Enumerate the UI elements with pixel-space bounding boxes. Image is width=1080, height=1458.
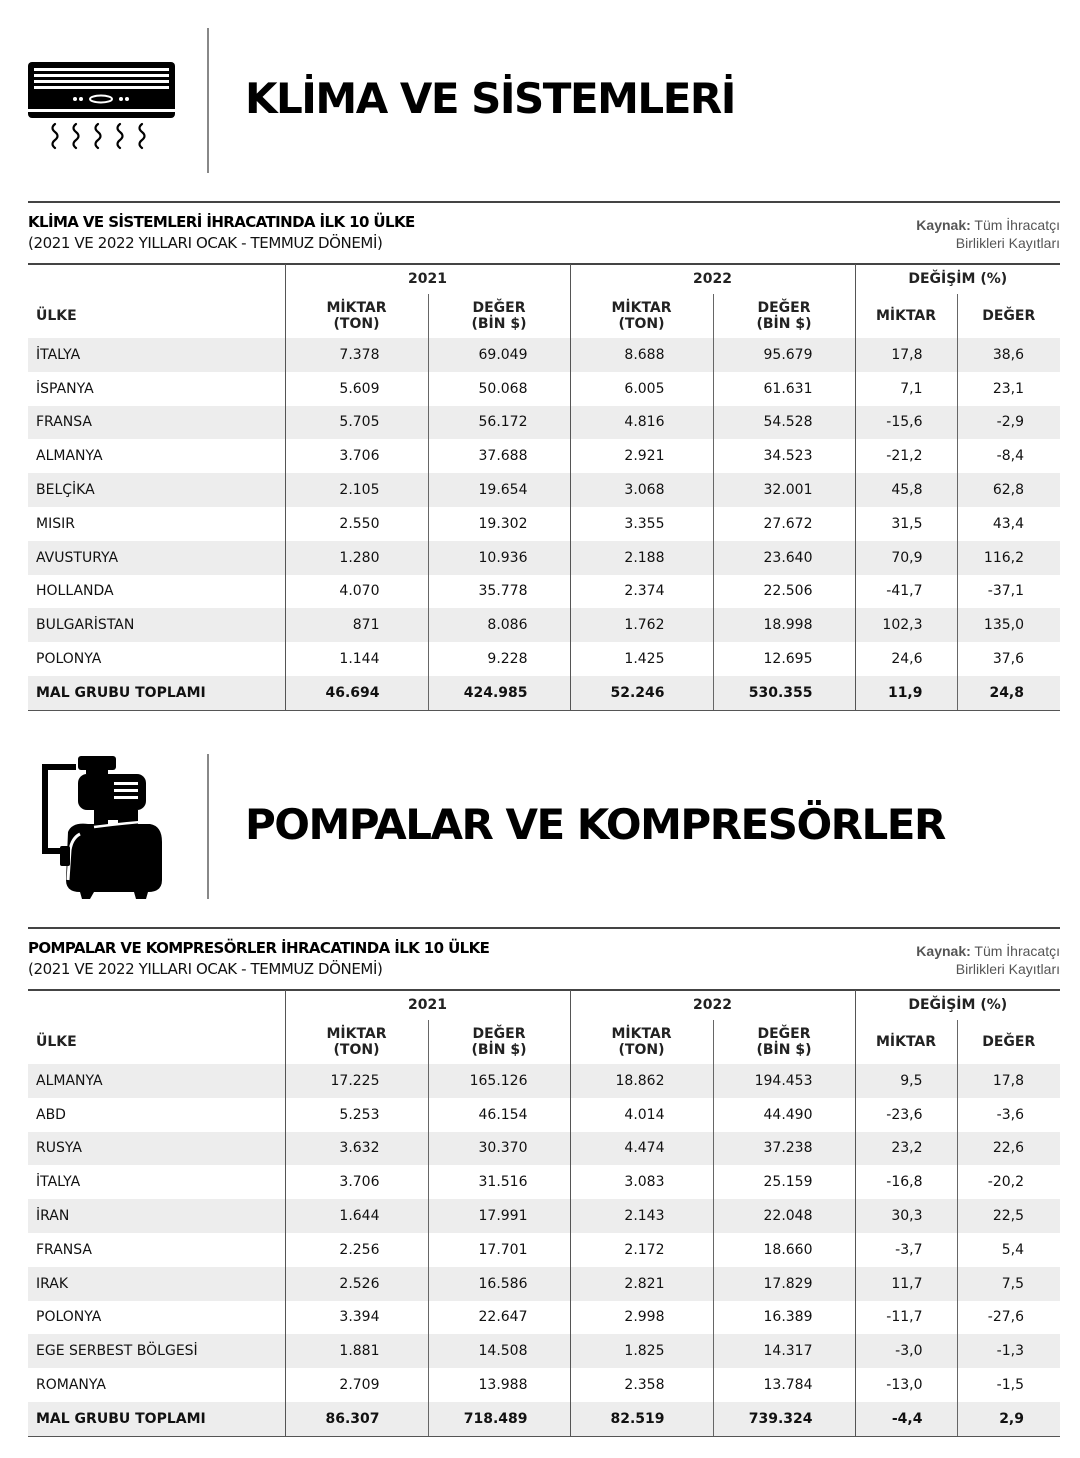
table-cell-change-miktar: 11,7 (855, 1267, 957, 1301)
col-header-year-2021: 2021 (285, 264, 570, 294)
table-cell-change-deger: -1,3 (957, 1334, 1060, 1368)
table-cell-change-miktar: 70,9 (855, 541, 957, 575)
table-cell-deger-2022: 17.829 (713, 1267, 855, 1301)
col-header-year-2021: 2021 (285, 990, 570, 1020)
source-note (916, 216, 1060, 252)
table-cell-country: İSPANYA (28, 372, 285, 406)
hero-divider (207, 754, 209, 899)
table-body (28, 1064, 1060, 1436)
table-cell-deger-2022: 194.453 (713, 1064, 855, 1098)
table-cell-country: İTALYA (28, 1165, 285, 1199)
col-header-change: DEĞİŞİM (%) (855, 264, 1060, 294)
table-cell-miktar-2022: 2.921 (570, 439, 713, 473)
source-line1: Tüm İhracatçı (974, 943, 1060, 959)
table-cell-miktar-2022: 2.998 (570, 1301, 713, 1335)
col-header-deger-bin: DEĞER (BİN $) (713, 294, 855, 338)
col-header-deger-bin: DEĞER (BİN $) (428, 294, 570, 338)
table-total-row (28, 676, 1060, 710)
table-cell-change-miktar: 102,3 (855, 608, 957, 642)
table-cell-country: AVUSTURYA (28, 541, 285, 575)
table-cell-change-miktar: -15,6 (855, 406, 957, 440)
table-row (28, 1165, 1060, 1199)
table-cell-change-miktar: 31,5 (855, 507, 957, 541)
table-row (28, 1301, 1060, 1335)
table-row (28, 1199, 1060, 1233)
table-cell-change-miktar: 24,6 (855, 642, 957, 676)
table-cell-miktar-2021: 5.609 (285, 372, 428, 406)
table-cell-change-miktar: 30,3 (855, 1199, 957, 1233)
table-cell-miktar-2021: 3.706 (285, 1165, 428, 1199)
table-cell-deger-2021: 19.302 (428, 507, 570, 541)
table-cell-deger-2022: 18.998 (713, 608, 855, 642)
table-cell-miktar-2022: 3.068 (570, 473, 713, 507)
table-cell-country: MAL GRUBU TOPLAMI (28, 676, 285, 710)
top-rule (28, 201, 1060, 203)
table-cell-miktar-2022: 2.172 (570, 1233, 713, 1267)
table-cell-miktar-2022: 2.374 (570, 575, 713, 609)
table-cell-country: IRAK (28, 1267, 285, 1301)
klima-table (28, 264, 1060, 711)
table-cell-miktar-2021: 3.394 (285, 1301, 428, 1335)
table-cell-change-deger: 37,6 (957, 642, 1060, 676)
table-cell-change-miktar: -16,8 (855, 1165, 957, 1199)
col-header-miktar-ton: MİKTAR (TON) (570, 294, 713, 338)
table-cell-country: ABD (28, 1098, 285, 1132)
col-header-change-miktar: MİKTAR (855, 1020, 957, 1064)
table-cell-deger-2021: 50.068 (428, 372, 570, 406)
table-cell-change-deger: -37,1 (957, 575, 1060, 609)
table-cell-change-deger: -1,5 (957, 1368, 1060, 1402)
table-cell-country: MISIR (28, 507, 285, 541)
table-cell-miktar-2021: 46.694 (285, 676, 428, 710)
section-heading: KLİMA VE SİSTEMLERİ (245, 74, 735, 123)
table-cell-change-miktar: -3,0 (855, 1334, 957, 1368)
table-cell-deger-2021: 16.586 (428, 1267, 570, 1301)
table-cell-deger-2022: 739.324 (713, 1402, 855, 1436)
table-cell-deger-2022: 34.523 (713, 439, 855, 473)
table-cell-miktar-2021: 1.881 (285, 1334, 428, 1368)
col-header-change-deger: DEĞER (957, 294, 1060, 338)
table-cell-miktar-2021: 2.256 (285, 1233, 428, 1267)
table-cell-miktar-2022: 6.005 (570, 372, 713, 406)
table-cell-deger-2022: 14.317 (713, 1334, 855, 1368)
table-cell-change-deger: 2,9 (957, 1402, 1060, 1436)
table-cell-deger-2022: 27.672 (713, 507, 855, 541)
table-row (28, 439, 1060, 473)
table-cell-country: RUSYA (28, 1132, 285, 1166)
top-rule (28, 927, 1060, 929)
table-cell-deger-2022: 61.631 (713, 372, 855, 406)
table-cell-change-deger: -3,6 (957, 1098, 1060, 1132)
col-header-deger-bin: DEĞER (BİN $) (713, 1020, 855, 1064)
table-cell-deger-2021: 46.154 (428, 1098, 570, 1132)
table-cell-miktar-2021: 1.644 (285, 1199, 428, 1233)
table-row (28, 541, 1060, 575)
table-cell-miktar-2022: 1.762 (570, 608, 713, 642)
table-cell-change-deger: 5,4 (957, 1233, 1060, 1267)
table-cell-deger-2022: 23.640 (713, 541, 855, 575)
table-body (28, 338, 1060, 710)
table-subtitle: (2021 VE 2022 YILLARI OCAK - TEMMUZ DÖNEMİ) (28, 960, 383, 978)
table-cell-miktar-2021: 3.632 (285, 1132, 428, 1166)
source-note (916, 942, 1060, 978)
table-cell-deger-2021: 17.991 (428, 1199, 570, 1233)
table-row (28, 507, 1060, 541)
table-cell-miktar-2022: 4.474 (570, 1132, 713, 1166)
table-cell-deger-2021: 17.701 (428, 1233, 570, 1267)
table-cell-miktar-2021: 7.378 (285, 338, 428, 372)
table-cell-deger-2022: 44.490 (713, 1098, 855, 1132)
table-cell-miktar-2022: 3.083 (570, 1165, 713, 1199)
source-line2: Birlikleri Kayıtları (955, 235, 1060, 251)
table-cell-change-miktar: 11,9 (855, 676, 957, 710)
table-row (28, 372, 1060, 406)
table-cell-country: İTALYA (28, 338, 285, 372)
col-header-country: ÜLKE (36, 1034, 77, 1050)
table-row (28, 406, 1060, 440)
table-cell-miktar-2021: 5.705 (285, 406, 428, 440)
table-cell-miktar-2022: 1.825 (570, 1334, 713, 1368)
table-cell-country: POLONYA (28, 1301, 285, 1335)
table-cell-miktar-2022: 82.519 (570, 1402, 713, 1436)
table-cell-deger-2021: 22.647 (428, 1301, 570, 1335)
table-row (28, 608, 1060, 642)
table-cell-change-deger: 22,6 (957, 1132, 1060, 1166)
col-header-miktar-ton: MİKTAR (TON) (285, 294, 428, 338)
table-cell-miktar-2021: 2.526 (285, 1267, 428, 1301)
table-cell-change-miktar: 45,8 (855, 473, 957, 507)
col-header-year-2022: 2022 (570, 990, 855, 1020)
table-cell-country: ALMANYA (28, 1064, 285, 1098)
table-cell-change-deger: -8,4 (957, 439, 1060, 473)
table-cell-miktar-2022: 52.246 (570, 676, 713, 710)
table-cell-change-deger: -20,2 (957, 1165, 1060, 1199)
table-row (28, 1064, 1060, 1098)
table-cell-country: FRANSA (28, 1233, 285, 1267)
table-cell-deger-2021: 35.778 (428, 575, 570, 609)
table-row (28, 338, 1060, 372)
table-cell-deger-2022: 22.048 (713, 1199, 855, 1233)
table-cell-deger-2022: 37.238 (713, 1132, 855, 1166)
table-cell-deger-2021: 69.049 (428, 338, 570, 372)
table-cell-miktar-2021: 3.706 (285, 439, 428, 473)
table-cell-deger-2021: 9.228 (428, 642, 570, 676)
col-header-year-2022: 2022 (570, 264, 855, 294)
table-cell-deger-2021: 718.489 (428, 1402, 570, 1436)
table-cell-deger-2022: 530.355 (713, 676, 855, 710)
table-cell-deger-2022: 12.695 (713, 642, 855, 676)
table-cell-miktar-2021: 1.280 (285, 541, 428, 575)
table-cell-change-miktar: -13,0 (855, 1368, 957, 1402)
table-cell-miktar-2022: 1.425 (570, 642, 713, 676)
table-cell-country: ALMANYA (28, 439, 285, 473)
table-cell-miktar-2022: 3.355 (570, 507, 713, 541)
table-cell-deger-2021: 8.086 (428, 608, 570, 642)
table-cell-miktar-2021: 4.070 (285, 575, 428, 609)
col-header-change-miktar: MİKTAR (855, 294, 957, 338)
table-cell-change-deger: -27,6 (957, 1301, 1060, 1335)
table-cell-change-deger: 17,8 (957, 1064, 1060, 1098)
table-cell-change-deger: 38,6 (957, 338, 1060, 372)
table-cell-change-miktar: -3,7 (855, 1233, 957, 1267)
table-row (28, 1098, 1060, 1132)
table-cell-country: POLONYA (28, 642, 285, 676)
table-cell-change-deger: 116,2 (957, 541, 1060, 575)
table-cell-deger-2021: 31.516 (428, 1165, 570, 1199)
table-cell-change-deger: 62,8 (957, 473, 1060, 507)
table-cell-country: EGE SERBEST BÖLGESİ (28, 1334, 285, 1368)
table-cell-change-deger: 24,8 (957, 676, 1060, 710)
pompa-hero (0, 754, 1080, 904)
table-subtitle: (2021 VE 2022 YILLARI OCAK - TEMMUZ DÖNEMİ) (28, 234, 383, 252)
table-cell-change-miktar: -41,7 (855, 575, 957, 609)
table-cell-miktar-2022: 2.188 (570, 541, 713, 575)
table-cell-change-deger: -2,9 (957, 406, 1060, 440)
table-cell-change-deger: 22,5 (957, 1199, 1060, 1233)
table-cell-deger-2022: 95.679 (713, 338, 855, 372)
table-row (28, 1267, 1060, 1301)
table-cell-deger-2021: 10.936 (428, 541, 570, 575)
col-header-country: ÜLKE (36, 308, 77, 324)
table-cell-miktar-2022: 2.358 (570, 1368, 713, 1402)
table-cell-deger-2022: 32.001 (713, 473, 855, 507)
table-row (28, 1233, 1060, 1267)
col-header-miktar-ton: MİKTAR (TON) (285, 1020, 428, 1064)
table-cell-deger-2022: 16.389 (713, 1301, 855, 1335)
table-cell-change-miktar: -11,7 (855, 1301, 957, 1335)
table-cell-change-miktar: -21,2 (855, 439, 957, 473)
table-cell-country: FRANSA (28, 406, 285, 440)
water-pump-icon (38, 754, 164, 903)
table-cell-deger-2022: 54.528 (713, 406, 855, 440)
table-cell-country: HOLLANDA (28, 575, 285, 609)
table-cell-deger-2021: 424.985 (428, 676, 570, 710)
col-header-change-deger: DEĞER (957, 1020, 1060, 1064)
section-heading: POMPALAR VE KOMPRESÖRLER (245, 800, 945, 849)
table-cell-country: BELÇİKA (28, 473, 285, 507)
table-cell-change-miktar: -23,6 (855, 1098, 957, 1132)
table-cell-deger-2021: 30.370 (428, 1132, 570, 1166)
table-cell-deger-2021: 165.126 (428, 1064, 570, 1098)
col-header-change: DEĞİŞİM (%) (855, 990, 1060, 1020)
table-title: POMPALAR VE KOMPRESÖRLER İHRACATINDA İLK 10 ÜLKE (28, 939, 490, 957)
table-title: KLİMA VE SİSTEMLERİ İHRACATINDA İLK 10 ÜLKE (28, 213, 415, 231)
source-label: Kaynak: (916, 217, 971, 233)
col-header-miktar-ton: MİKTAR (TON) (570, 1020, 713, 1064)
table-total-row (28, 1402, 1060, 1436)
pompa-table (28, 990, 1060, 1437)
table-cell-deger-2021: 19.654 (428, 473, 570, 507)
table-cell-miktar-2021: 2.105 (285, 473, 428, 507)
table-row (28, 575, 1060, 609)
hero-divider (207, 28, 209, 173)
source-line2: Birlikleri Kayıtları (955, 961, 1060, 977)
table-cell-miktar-2021: 86.307 (285, 1402, 428, 1436)
table-cell-deger-2021: 56.172 (428, 406, 570, 440)
klima-hero (0, 28, 1080, 178)
table-cell-miktar-2022: 4.014 (570, 1098, 713, 1132)
table-cell-country: İRAN (28, 1199, 285, 1233)
table-row (28, 1368, 1060, 1402)
table-cell-miktar-2021: 871 (285, 608, 428, 642)
table-cell-miktar-2022: 2.821 (570, 1267, 713, 1301)
table-cell-change-deger: 43,4 (957, 507, 1060, 541)
air-conditioner-icon (28, 62, 175, 158)
source-line1: Tüm İhracatçı (974, 217, 1060, 233)
table-cell-miktar-2021: 17.225 (285, 1064, 428, 1098)
table-cell-country: MAL GRUBU TOPLAMI (28, 1402, 285, 1436)
table-cell-miktar-2022: 8.688 (570, 338, 713, 372)
table-cell-miktar-2022: 2.143 (570, 1199, 713, 1233)
table-cell-miktar-2021: 5.253 (285, 1098, 428, 1132)
table-row (28, 1132, 1060, 1166)
table-cell-change-miktar: 23,2 (855, 1132, 957, 1166)
table-cell-change-miktar: 9,5 (855, 1064, 957, 1098)
table-cell-miktar-2021: 2.709 (285, 1368, 428, 1402)
table-cell-change-miktar: 7,1 (855, 372, 957, 406)
table-cell-country: BULGARİSTAN (28, 608, 285, 642)
table-cell-deger-2021: 13.988 (428, 1368, 570, 1402)
table-cell-deger-2022: 25.159 (713, 1165, 855, 1199)
table-cell-miktar-2022: 18.862 (570, 1064, 713, 1098)
table-cell-deger-2021: 14.508 (428, 1334, 570, 1368)
table-cell-change-miktar: 17,8 (855, 338, 957, 372)
table-cell-miktar-2021: 1.144 (285, 642, 428, 676)
table-cell-country: ROMANYA (28, 1368, 285, 1402)
table-row (28, 1334, 1060, 1368)
table-cell-change-deger: 23,1 (957, 372, 1060, 406)
table-cell-deger-2021: 37.688 (428, 439, 570, 473)
table-row (28, 642, 1060, 676)
table-cell-miktar-2021: 2.550 (285, 507, 428, 541)
source-label: Kaynak: (916, 943, 971, 959)
table-cell-change-deger: 135,0 (957, 608, 1060, 642)
table-cell-change-deger: 7,5 (957, 1267, 1060, 1301)
col-header-deger-bin: DEĞER (BİN $) (428, 1020, 570, 1064)
table-cell-deger-2022: 18.660 (713, 1233, 855, 1267)
table-row (28, 473, 1060, 507)
table-cell-deger-2022: 13.784 (713, 1368, 855, 1402)
table-cell-miktar-2022: 4.816 (570, 406, 713, 440)
table-cell-deger-2022: 22.506 (713, 575, 855, 609)
table-cell-change-miktar: -4,4 (855, 1402, 957, 1436)
